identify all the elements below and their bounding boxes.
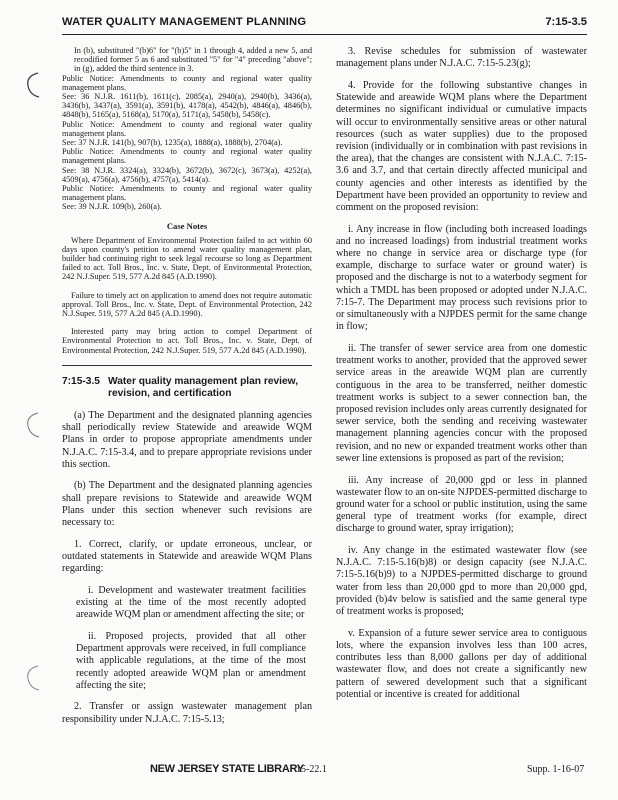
history-notes	[62, 46, 312, 212]
right-column	[336, 46, 587, 710]
paragraph-b4: 4. Provide for the following substantive changes in Statewide and areawide WQM plans where the Department determines no significant individual or cumulative impacts will occur to environmentally sensitive areas or other natural resources (such as water supplies) due to the proposed revision (individually or in combination with past revisions in the area), that the changes are consistent with N.J.A.C. 7:15-3.6 and 3.7, and that certain directly affected municipal and county agencies and other interests as identified by the Department have been provided an opportunity to review and comment on the proposed revision:	[336, 79, 587, 213]
section-heading	[62, 365, 312, 401]
section-title-line2: revision, and certification	[108, 388, 232, 400]
paragraph-b2: 2. Transfer or assign wastewater management plan responsibility under N.J.A.C. 7:15-5.13;	[62, 701, 312, 725]
left-column	[62, 46, 312, 735]
paragraph-b4ii: ii. The transfer of sewer service area from one domestic treatment works to another, provided that the approved sewer service areas in the areawide WQM plan are currently contiguous in the area to be transferred, neither domestic treatment works is subject to a sewer connection ban, the proposed revision includes only areas currently designated for sewer service, both the sending and receiving wastewater management planning agencies concur with the proposed revision, and no new or expanded treatment works other than sewer line extensions is proposed as part of the revision;	[336, 342, 587, 464]
history-note: Public Notice: Amendments to county and regional water quality management plans.	[62, 73, 312, 92]
history-note: In (b), substituted "(b)6" for "(b)5" in 1 through 4, added a new 5, and recodified former 5 as 6 and substituted "5" for "4" preceding "above"; in (g), added the third sentence in 3.	[74, 46, 312, 74]
paragraph-b1ii: ii. Proposed projects, provided that all other Department approvals were received, in full compliance with applicable regulations, at the time of the most recently adopted areawide WQM plan or amendment affecting the site;	[76, 630, 306, 691]
paragraph-b4iii: iii. Any increase of 20,000 gpd or less in planned wastewater flow to an on-site NJPDES-permitted discharge to ground water for a school or public institution, using the same general type of treatment works (for example, direct discharge to ground water, spray irrigation);	[336, 474, 587, 535]
punch-hole-mark	[22, 70, 42, 100]
paragraph-b1i: i. Development and wastewater treatment facilities existing at the time of the most recently adopted areawide WQM plan or amendment affecting the site; or	[76, 584, 306, 621]
case-note: Failure to timely act on application to amend does not require automatic approval. Toll Bros., Inc. v. State, Dept. of Environmental Protection, 242 N.J.Super. 519, 577 A.2d 845 (A.D.1990).	[62, 290, 312, 319]
history-note: See: 39 N.J.R. 109(b), 260(a).	[62, 202, 162, 212]
punch-hole-mark	[22, 410, 42, 440]
page-number: 15-22.1	[296, 764, 327, 775]
paragraph-b3: 3. Revise schedules for submission of wastewater management plans under N.J.A.C. 7:15-5.23(g);	[336, 46, 587, 70]
history-note: Public Notice: Amendment to county and regional water quality management plans.	[62, 119, 312, 138]
library-stamp: NEW JERSEY STATE LIBRARY	[150, 763, 304, 775]
header-title: WATER QUALITY MANAGEMENT PLANNING	[62, 16, 307, 28]
history-note: See: 37 N.J.R. 141(b), 907(b), 1235(a), 1888(a), 1888(b), 2704(a).	[62, 138, 283, 148]
paragraph-b4v: v. Expansion of a future sewer service area to contiguous lots, where the expansion involves less than 100 acres, contributes less than 8,000 gallons per day of additional wastewater flow, and does not create a significantly new pattern of sewered development such that a significant potential or incentive is created for additional	[336, 627, 587, 700]
case-notes-heading: Case Notes	[166, 220, 208, 231]
history-note: See: 36 N.J.R. 1611(b), 1611(c), 2085(a), 2940(a), 2940(b), 3436(a), 3436(b), 3437(a), 3591(a), 3591(b), 4178(a), 4542(b), 4846(a), 4846(b), 4848(b), 5165(a), 5168(a), 5170(a), 5171(a), 5458(b), 5458(c).	[62, 92, 312, 120]
paragraph-b4i: i. Any increase in flow (including both increased loadings and no increased loadings) from industrial treatment works where no change in service area or discharge type (for example, discharge to surface water or ground water) is proposed and the discharge is not to a waterbody segment for which a TMDL has been proposed or adopted under N.J.A.C. 7:15-7. The Department may process such revisions prior to or simultaneously with a NJPDES permit for the same change in flow;	[336, 223, 587, 333]
section-number: 7:15-3.5	[62, 375, 100, 387]
header-section: 7:15-3.5	[545, 16, 587, 28]
history-note: Public Notice: Amendments to county and regional water quality management plans.	[62, 184, 312, 203]
running-header	[62, 14, 587, 35]
punch-hole-mark	[22, 663, 42, 693]
paragraph-b4iv: iv. Any change in the estimated wastewater flow (see N.J.A.C. 7:15-5.16(b)8) or design capacity (see N.J.A.C. 7:15-5.16(b)9) to a NJPDES-permitted discharge to ground water from less than 20,000 gpd to more than 20,000 gpd, provided (b)4v below is satisfied and the same general type of treatment works is proposed;	[336, 545, 587, 618]
paragraph-a: (a) The Department and the designated planning agencies shall periodically review Statewide and areawide WQM Plans in order to propose appropriate amendments under N.J.A.C. 7:15-3.4, and to prepare appropriate revisions under this section.	[62, 409, 312, 470]
paragraph-b: (b) The Department and the designated planning agencies shall prepare revisions to Statewide and areawide WQM Plans under this section whenever such revisions are necessary to:	[62, 480, 312, 529]
case-note: Interested party may bring action to compel Department of Environmental Protection to act. Toll Bros., Inc. v. State, Dept. of Environmental Protection, 242 N.J.Super. 519, 577 A.2d 845 (A.D.1990).	[62, 327, 312, 355]
case-note: Where Department of Environmental Protection failed to act within 60 days upon county's petition to amend water quality management plan, builder had continuing right to seek legal recourse so long as Department failed to act. Toll Bros., Inc. v. State, Dept. of Environmental Protection, 242 N.J.Super. 519, 577 A.2d 845 (A.D.1990).	[62, 235, 312, 282]
paragraph-b1: 1. Correct, clarify, or update erroneous, unclear, or outdated statements in Statewide and areawide WQM Plans regarding:	[62, 538, 312, 575]
history-note: See: 38 N.J.R. 3324(a), 3324(b), 3672(b), 3672(c), 3673(a), 4252(a), 4509(a), 4756(a), 4756(b), 4757(a), 5414(a).	[62, 165, 312, 184]
supplement-date: Supp. 1-16-07	[527, 764, 585, 775]
history-note: Public Notice: Amendments to county and regional water quality management plans.	[62, 147, 312, 166]
section-title-line1: Water quality management plan review,	[108, 375, 299, 387]
